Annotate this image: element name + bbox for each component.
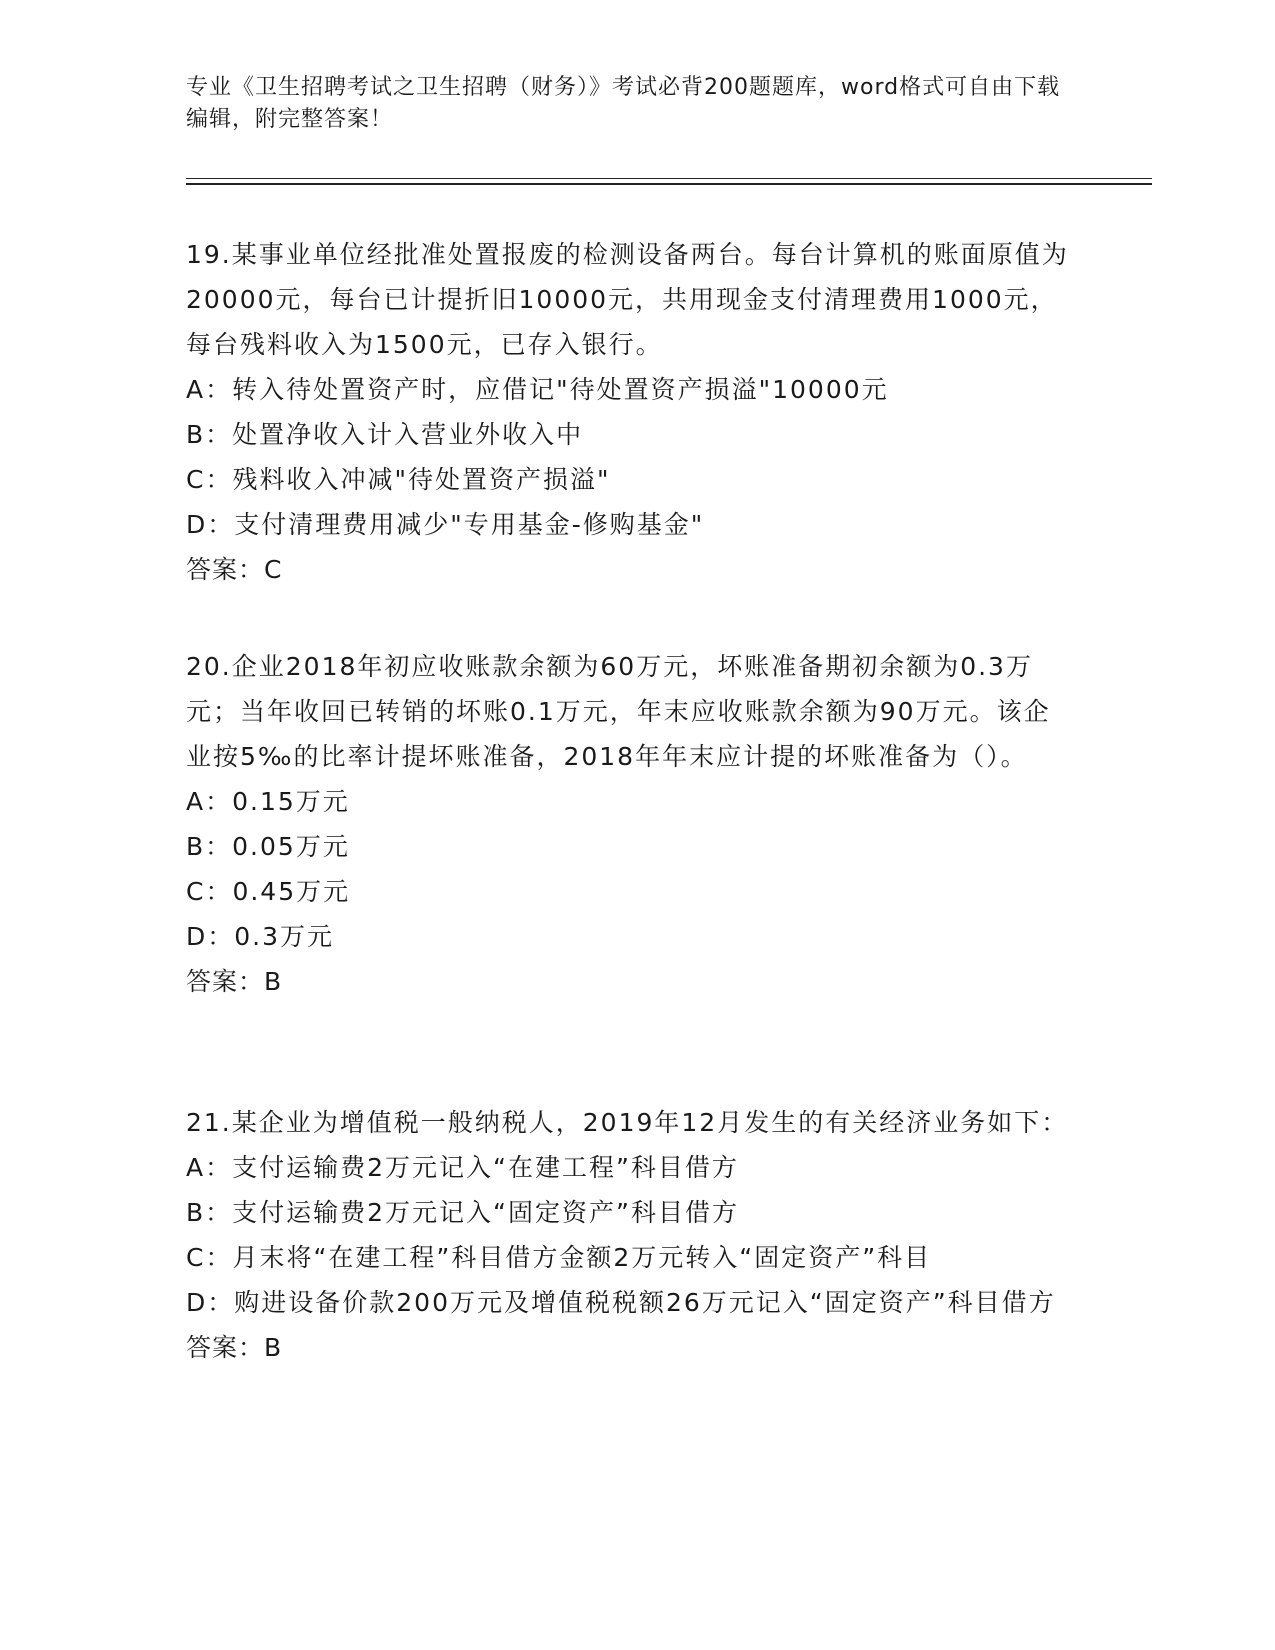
option-a: A：支付运输费2万元记入“在建工程”科目借方	[186, 1153, 739, 1182]
option-b: B：处置净收入计入营业外收入中	[186, 420, 584, 449]
option-d: D：0.3万元	[186, 922, 335, 951]
option-d: D：支付清理费用减少"专用基金-修购基金"	[186, 510, 705, 539]
option-a: A：0.15万元	[186, 787, 350, 816]
header-divider-thick	[186, 183, 1152, 185]
question-19	[186, 232, 1076, 592]
option-b: B：0.05万元	[186, 832, 350, 861]
answer: 答案：C	[186, 555, 283, 584]
option-c: C：月末将“在建工程”科目借方金额2万元转入“固定资产”科目	[186, 1243, 932, 1272]
option-b: B：支付运输费2万元记入“固定资产”科目借方	[186, 1198, 739, 1227]
option-a: A：转入待处置资产时，应借记"待处置资产损溢"10000元	[186, 375, 889, 404]
header-divider-thin	[186, 178, 1152, 179]
question-stem: 19.某事业单位经批准处置报废的检测设备两台。每台计算机的账面原值为20000元，每台已计提折旧10000元，共用现金支付清理费用1000元，每台残料收入为1500元，已存入银行。	[186, 240, 1069, 359]
question-stem: 20.企业2018年初应收账款余额为60万元，坏账准备期初余额为0.3万元；当年收回已转销的坏账0.1万元，年末应收账款余额为90万元。该企业按5‰的比率计提坏账准备，2018年年末应计提的坏账准备为（）。	[186, 652, 1051, 771]
question-stem: 21.某企业为增值税一般纳税人，2019年12月发生的有关经济业务如下：	[186, 1108, 1069, 1137]
answer: 答案：B	[186, 967, 283, 996]
option-c: C：0.45万元	[186, 877, 351, 906]
document-header: 专业《卫生招聘考试之卫生招聘（财务）》考试必背200题题库，word格式可自由下载编辑，附完整答案！	[186, 75, 1061, 132]
option-d: D：购进设备价款200万元及增值税税额26万元记入“固定资产”科目借方	[186, 1288, 1056, 1317]
answer: 答案：B	[186, 1333, 283, 1362]
question-21	[186, 1100, 1076, 1370]
question-20	[186, 644, 1076, 1004]
option-c: C：残料收入冲减"待处置资产损溢"	[186, 465, 611, 494]
